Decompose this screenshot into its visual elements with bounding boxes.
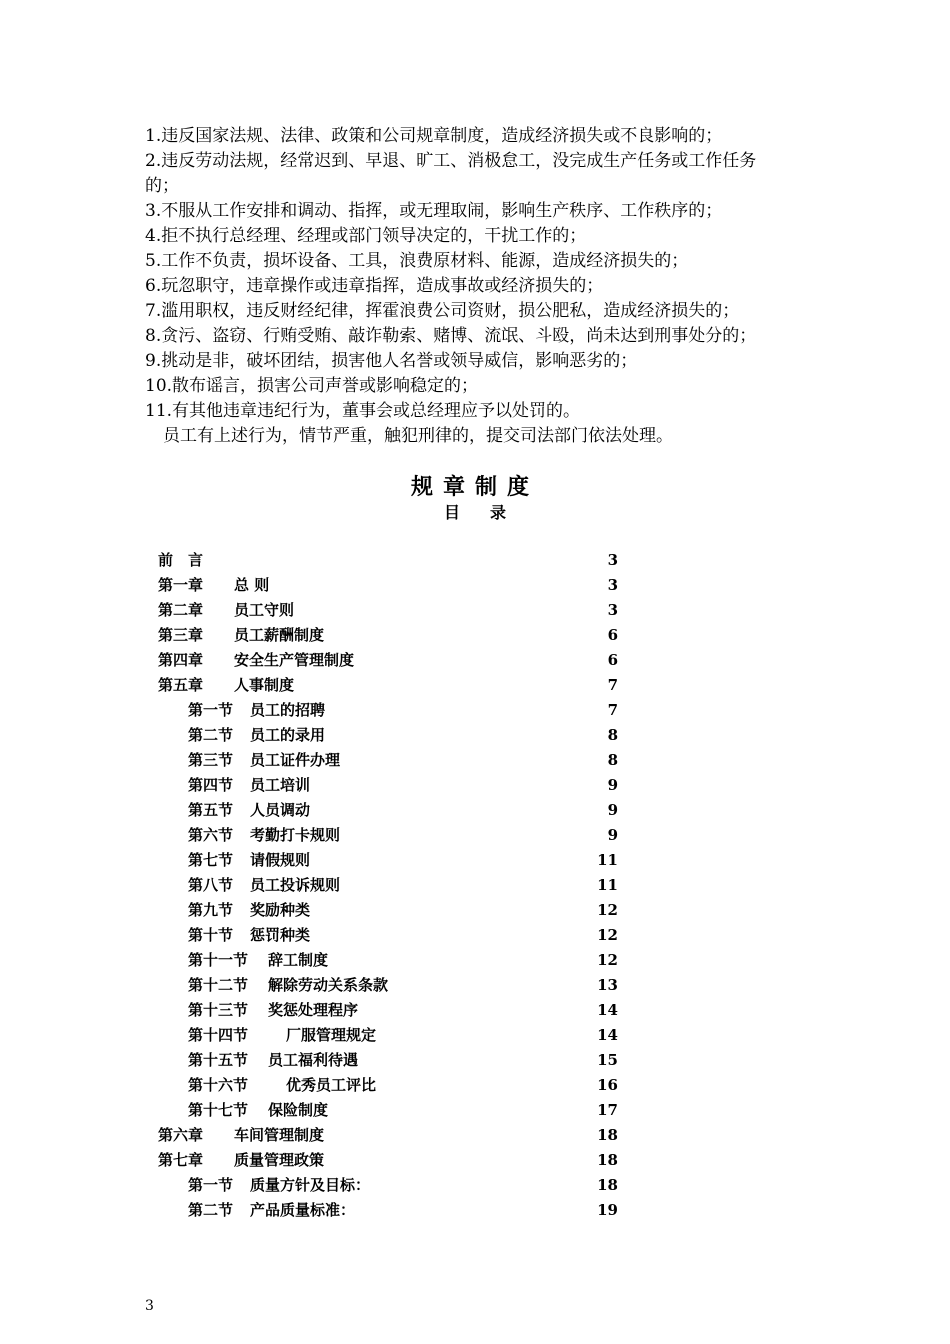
toc-entry-number: 第二节 <box>188 1201 234 1219</box>
toc-entry-page: 19 <box>597 1201 618 1219</box>
toc-entry-page: 3 <box>607 576 618 594</box>
toc-entry-page: 9 <box>607 776 618 794</box>
toc-entry-page: 12 <box>597 951 618 969</box>
toc-entry-title: 安全生产管理制度 <box>234 651 355 669</box>
toc-entry-page: 18 <box>597 1151 618 1169</box>
toc-entry-page: 12 <box>597 901 618 919</box>
toc-section-entry <box>158 798 628 823</box>
toc-entry-title: 员工守则 <box>234 601 295 619</box>
toc-chapter-entry <box>158 1148 628 1173</box>
toc-entry-page: 8 <box>607 751 618 769</box>
toc-entry-number: 第十七节 <box>188 1101 249 1119</box>
toc-entry-title: 奖惩处理程序 <box>268 1001 359 1019</box>
toc-entry-page: 18 <box>597 1126 618 1144</box>
toc-entry-title: 优秀员工评比 <box>286 1076 377 1094</box>
toc-entry-number: 第六章 <box>158 1126 204 1144</box>
toc-section-entry <box>158 698 628 723</box>
toc-entry-title: 人事制度 <box>234 676 295 694</box>
toc-entry-number: 第二节 <box>188 726 234 744</box>
toc-entry-number: 第三章 <box>158 626 204 644</box>
toc-entry-title: 员工的招聘 <box>250 701 326 719</box>
rule-item: 11.有其他违章违纪行为，董事会或总经理应予以处罚的。 <box>145 401 581 421</box>
toc-entry-page: 11 <box>597 876 618 894</box>
toc-entry-page: 3 <box>607 551 618 569</box>
toc-chapter-entry <box>158 1123 628 1148</box>
toc-section-entry <box>158 723 628 748</box>
toc-entry-title: 解除劳动关系条款 <box>268 976 389 994</box>
toc-heading <box>0 500 950 523</box>
toc-chapter-entry <box>158 648 628 673</box>
toc-entry-title: 辞工制度 <box>268 951 329 969</box>
toc-entry-title: 员工证件办理 <box>250 751 341 769</box>
toc-section-entry <box>158 973 628 998</box>
toc-entry-number: 第四节 <box>188 776 234 794</box>
toc-section-entry <box>158 923 628 948</box>
toc-entry-number: 第十一节 <box>188 951 249 969</box>
toc-entry-page: 16 <box>597 1076 618 1094</box>
toc-entry-page: 9 <box>607 801 618 819</box>
toc-section-entry <box>158 1198 628 1223</box>
toc-entry-number: 第三节 <box>188 751 234 769</box>
toc-entry-title: 员工福利待遇 <box>268 1051 359 1069</box>
toc-entry-page: 3 <box>607 601 618 619</box>
rule-item: 10.散布谣言，损害公司声誉或影响稳定的； <box>145 376 479 396</box>
toc-entry-number: 第九节 <box>188 901 234 919</box>
toc-entry-number: 第一节 <box>188 701 234 719</box>
toc-entry-title: 请假规则 <box>250 851 311 869</box>
toc-entry-title: 人员调动 <box>250 801 311 819</box>
toc-entry-title: 产品质量标准： <box>250 1201 356 1219</box>
toc-heading-char: 目 <box>443 503 460 522</box>
document-title: 规章制度 <box>410 474 539 500</box>
closing-paragraph: 员工有上述行为，情节严重，触犯刑律的，提交司法部门依法处理。 <box>163 426 673 446</box>
rules-list <box>145 124 815 449</box>
toc-chapter-entry <box>158 598 628 623</box>
toc-section-entry <box>158 948 628 973</box>
toc-entry-number: 第十五节 <box>188 1051 249 1069</box>
toc-entry-title: 员工的录用 <box>250 726 326 744</box>
table-of-contents <box>158 548 628 1223</box>
toc-entry-page: 6 <box>607 626 618 644</box>
toc-entry-page: 6 <box>607 651 618 669</box>
rule-item: 1.违反国家法规、法律、政策和公司规章制度，造成经济损失或不良影响的； <box>145 126 723 146</box>
toc-entry-page: 13 <box>597 976 618 994</box>
toc-entry-number: 第十四节 <box>188 1026 249 1044</box>
toc-section-entry <box>158 1173 628 1198</box>
rule-item: 5.工作不负责，损坏设备、工具，浪费原材料、能源，造成经济损失的； <box>145 251 689 271</box>
toc-entry-number: 第七节 <box>188 851 234 869</box>
rule-item: 7.滥用职权，违反财经纪律，挥霍浪费公司资财，损公肥私，造成经济损失的； <box>145 301 740 321</box>
toc-entry-title: 总 则 <box>234 576 270 594</box>
toc-section-entry <box>158 1048 628 1073</box>
toc-entry-page: 7 <box>607 701 618 719</box>
toc-entry-title: 质量管理政策 <box>234 1151 325 1169</box>
toc-entry-title: 惩罚种类 <box>250 926 311 944</box>
rule-item: 2.违反劳动法规，经常迟到、早退、旷工、消极怠工，没完成生产任务或工作任务 <box>145 151 757 171</box>
toc-entry-number: 第十六节 <box>188 1076 249 1094</box>
toc-entry-title: 奖励种类 <box>250 901 311 919</box>
toc-section-entry <box>158 848 628 873</box>
toc-entry-number: 第八节 <box>188 876 234 894</box>
toc-section-entry <box>158 823 628 848</box>
toc-entry-number: 第十二节 <box>188 976 249 994</box>
toc-entry-title: 员工投诉规则 <box>250 876 341 894</box>
toc-entry-number: 第十三节 <box>188 1001 249 1019</box>
toc-chapter-entry <box>158 548 628 573</box>
toc-entry-number: 第二章 <box>158 601 204 619</box>
toc-entry-title: 厂服管理规定 <box>286 1026 377 1044</box>
toc-entry-title: 保险制度 <box>268 1101 329 1119</box>
toc-entry-number: 第六节 <box>188 826 234 844</box>
toc-entry-page: 11 <box>597 851 618 869</box>
toc-section-entry <box>158 898 628 923</box>
toc-entry-number: 第五节 <box>188 801 234 819</box>
toc-section-entry <box>158 873 628 898</box>
toc-section-entry <box>158 1073 628 1098</box>
toc-section-entry <box>158 773 628 798</box>
toc-chapter-entry <box>158 623 628 648</box>
toc-entry-number: 第十节 <box>188 926 234 944</box>
toc-entry-page: 7 <box>607 676 618 694</box>
toc-entry-number: 第五章 <box>158 676 204 694</box>
toc-entry-number: 第一节 <box>188 1176 234 1194</box>
toc-section-entry <box>158 1098 628 1123</box>
toc-chapter-entry <box>158 673 628 698</box>
toc-entry-title: 员工培训 <box>250 776 311 794</box>
rule-item: 8.贪污、盗窃、行贿受贿、敲诈勒索、赌博、流氓、斗殴，尚未达到刑事处分的； <box>145 326 757 346</box>
toc-entry-title: 考勤打卡规则 <box>250 826 341 844</box>
toc-section-entry <box>158 998 628 1023</box>
rule-item: 9.挑动是非，破坏团结，损害他人名誉或领导威信，影响恶劣的； <box>145 351 638 371</box>
rule-item: 3.不服从工作安排和调动、指挥，或无理取闹，影响生产秩序、工作秩序的； <box>145 201 723 221</box>
rule-item: 的； <box>145 176 179 196</box>
toc-entry-page: 8 <box>607 726 618 744</box>
toc-entry-number: 第一章 <box>158 576 204 594</box>
toc-entry-page: 18 <box>597 1176 618 1194</box>
rule-item: 6.玩忽职守，违章操作或违章指挥，造成事故或经济损失的； <box>145 276 604 296</box>
toc-entry-page: 15 <box>597 1051 618 1069</box>
toc-entry-page: 14 <box>597 1001 618 1019</box>
toc-heading-char: 录 <box>490 503 507 522</box>
toc-entry-number: 前 言 <box>158 551 204 569</box>
toc-entry-number: 第七章 <box>158 1151 204 1169</box>
toc-section-entry <box>158 748 628 773</box>
toc-entry-title: 员工薪酬制度 <box>234 626 325 644</box>
toc-chapter-entry <box>158 573 628 598</box>
toc-entry-page: 17 <box>597 1101 618 1119</box>
toc-entry-title: 质量方针及目标： <box>250 1176 371 1194</box>
page-number: 3 <box>145 1298 154 1314</box>
toc-entry-page: 14 <box>597 1026 618 1044</box>
toc-entry-title: 车间管理制度 <box>234 1126 325 1144</box>
toc-section-entry <box>158 1023 628 1048</box>
toc-entry-page: 9 <box>607 826 618 844</box>
toc-entry-page: 12 <box>597 926 618 944</box>
rule-item: 4.拒不执行总经理、经理或部门领导决定的，干扰工作的； <box>145 226 587 246</box>
toc-entry-number: 第四章 <box>158 651 204 669</box>
